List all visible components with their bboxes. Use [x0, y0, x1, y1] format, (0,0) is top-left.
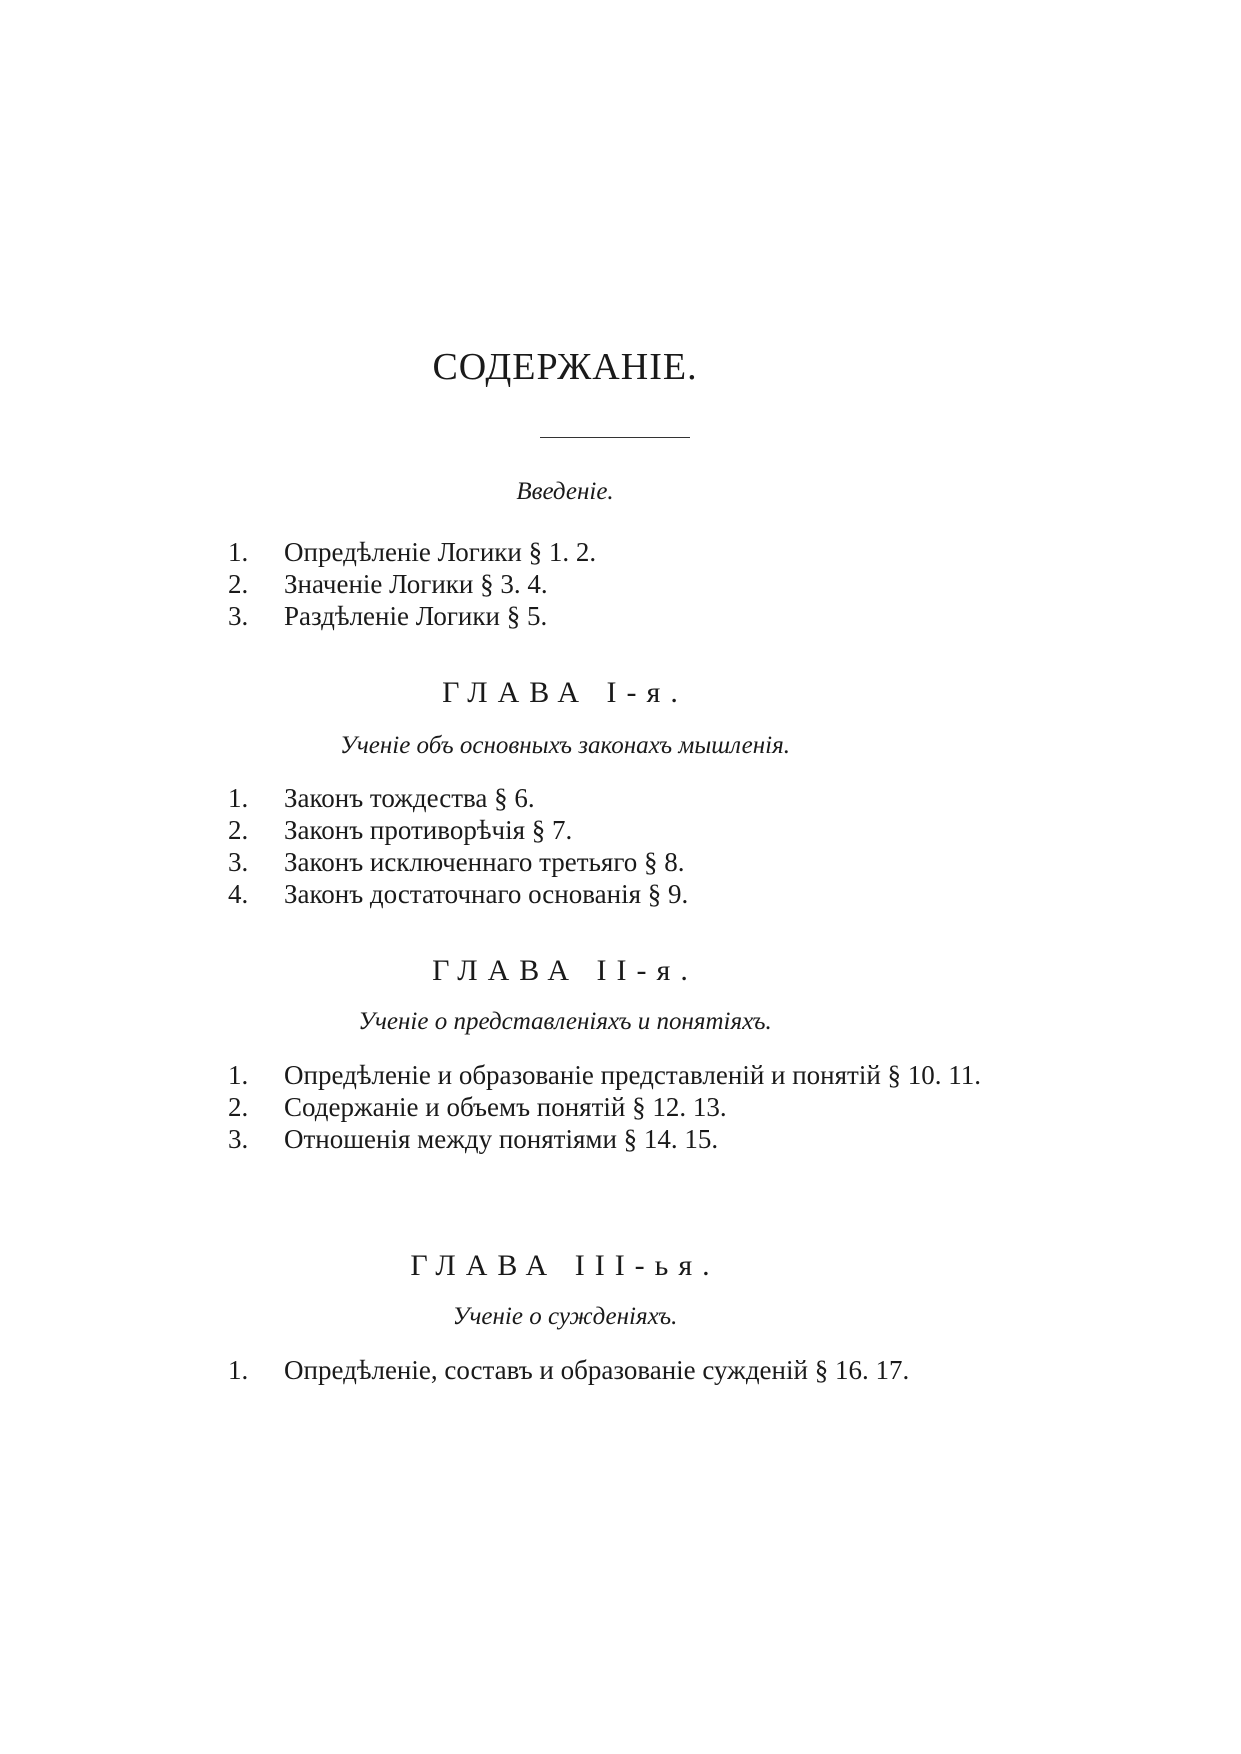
- toc-item-number: 2.: [228, 815, 249, 845]
- title-divider: [540, 437, 690, 438]
- toc-item-text: Опредѣленіе Логики § 1. 2.: [284, 537, 597, 567]
- toc-item-number: 1.: [228, 1355, 249, 1385]
- chapter-heading-2: ГЛАВА II-я.: [432, 954, 698, 987]
- chapter-heading-1: ГЛАВА I-я.: [442, 676, 688, 709]
- toc-item: [0, 1354, 1014, 1386]
- toc-item: [0, 1059, 1014, 1091]
- chapter-heading-3: ГЛАВА III-ья.: [410, 1249, 720, 1282]
- toc-item: [0, 878, 1014, 910]
- toc-item-number: 3.: [228, 847, 249, 877]
- toc-item: [0, 846, 1014, 878]
- toc-item-text: Раздѣленіе Логики § 5.: [284, 601, 548, 631]
- toc-item-text: Опредѣленіе и образованіе представленій и понятій § 10. 11.: [284, 1060, 982, 1090]
- toc-item-number: 1.: [228, 537, 249, 567]
- toc-list-introduction: [0, 536, 1014, 632]
- page-title: СОДЕРЖАНІЕ.: [432, 346, 698, 388]
- toc-list-chapter-2: [0, 1059, 1014, 1155]
- toc-item: [0, 782, 1014, 814]
- toc-item-number: 2.: [228, 1092, 249, 1122]
- toc-item-number: 3.: [228, 1124, 249, 1154]
- toc-item-text: Законъ тождества § 6.: [284, 783, 535, 813]
- toc-item-text: Законъ противорѣчія § 7.: [284, 815, 573, 845]
- section-subtitle-chapter-2: Ученіе о представленіяхъ и понятіяхъ.: [358, 1008, 772, 1035]
- toc-list-chapter-3: [0, 1354, 1014, 1386]
- toc-item-number: 4.: [228, 879, 249, 909]
- toc-item-text: Содержаніе и объемъ понятій § 12. 13.: [284, 1092, 727, 1122]
- toc-item-number: 1.: [228, 1060, 249, 1090]
- section-subtitle-chapter-3: Ученіе о сужденіяхъ.: [452, 1303, 678, 1330]
- section-subtitle-introduction: Введеніе.: [516, 478, 614, 505]
- toc-item: [0, 1091, 1014, 1123]
- section-subtitle-chapter-1: Ученіе объ основныхъ законахъ мышленія.: [340, 732, 790, 759]
- toc-item: [0, 814, 1014, 846]
- toc-item-number: 1.: [228, 783, 249, 813]
- toc-item-text: Законъ достаточнаго основанія § 9.: [284, 879, 689, 909]
- toc-item: [0, 1123, 1014, 1155]
- toc-item-text: Значеніе Логики § 3. 4.: [284, 569, 548, 599]
- toc-item: [0, 600, 1014, 632]
- toc-item: [0, 536, 1014, 568]
- toc-item-text: Законъ исключеннаго третьяго § 8.: [284, 847, 685, 877]
- toc-item: [0, 568, 1014, 600]
- toc-item-text: Отношенія между понятіями § 14. 15.: [284, 1124, 719, 1154]
- toc-item-number: 2.: [228, 569, 249, 599]
- toc-list-chapter-1: [0, 782, 1014, 910]
- toc-item-number: 3.: [228, 601, 249, 631]
- toc-item-text: Опредѣленіе, составъ и образованіе сужденій § 16. 17.: [284, 1355, 910, 1385]
